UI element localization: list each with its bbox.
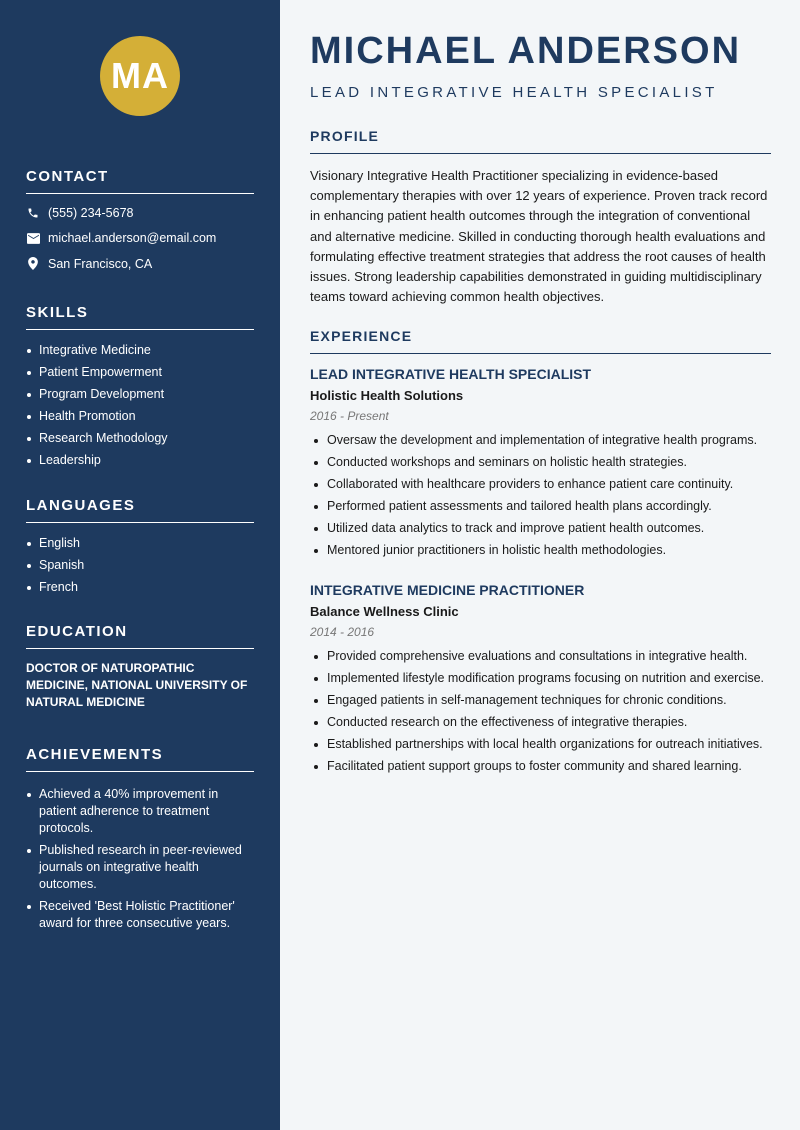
profile-heading: PROFILE <box>310 128 771 154</box>
achievement-item: Received 'Best Holistic Practitioner' award for three consecutive years. <box>26 898 254 932</box>
skill-item: Leadership <box>26 449 254 471</box>
skill-item: Health Promotion <box>26 405 254 427</box>
job-bullet: Performed patient assessments and tailored health plans accordingly. <box>310 498 771 515</box>
languages-heading: LANGUAGES <box>26 497 254 523</box>
candidate-title: LEAD INTEGRATIVE HEALTH SPECIALIST <box>310 84 718 101</box>
location-pin-icon <box>26 257 40 271</box>
achievement-item: Achieved a 40% improvement in patient adherence to treatment protocols. <box>26 786 254 837</box>
job-title: INTEGRATIVE MEDICINE PRACTITIONER <box>310 582 585 598</box>
email-text: michael.anderson@email.com <box>48 231 217 246</box>
contact-email[interactable] <box>26 226 254 252</box>
achievements-heading: ACHIEVEMENTS <box>26 746 254 772</box>
achievement-item: Published research in peer-reviewed journals on integrative health outcomes. <box>26 842 254 893</box>
job-bullet: Implemented lifestyle modification programs focusing on nutrition and exercise. <box>310 670 771 687</box>
job-entry <box>310 366 771 564</box>
profile-section <box>310 128 771 307</box>
job-bullet: Provided comprehensive evaluations and consultations in integrative health. <box>310 648 771 665</box>
phone-text: (555) 234-5678 <box>48 205 134 220</box>
job-dates: 2014 - 2016 <box>310 625 375 639</box>
language-item: English <box>26 532 254 554</box>
job-bullet: Conducted workshops and seminars on holistic health strategies. <box>310 454 771 471</box>
education-heading: EDUCATION <box>26 623 254 649</box>
skill-item: Program Development <box>26 383 254 405</box>
candidate-name: MICHAEL ANDERSON <box>310 30 742 72</box>
contact-phone[interactable] <box>26 200 254 226</box>
education-degree: DOCTOR OF NATUROPATHIC MEDICINE, NATIONAL UNIVERSITY OF NATURAL MEDICINE <box>26 661 248 709</box>
sidebar <box>0 0 280 1130</box>
job-bullet: Engaged patients in self-management techniques for chronic conditions. <box>310 692 771 709</box>
job-bullet: Mentored junior practitioners in holistic health methodologies. <box>310 542 771 559</box>
job-bullet: Oversaw the development and implementation of integrative health programs. <box>310 432 771 449</box>
job-bullet: Established partnerships with local health organizations for outreach initiatives. <box>310 736 771 753</box>
language-item: French <box>26 576 254 598</box>
location-text: San Francisco, CA <box>48 256 153 271</box>
skill-item: Patient Empowerment <box>26 361 254 383</box>
language-item: Spanish <box>26 554 254 576</box>
job-company: Balance Wellness Clinic <box>310 604 459 619</box>
education-section <box>26 623 254 711</box>
skills-section <box>26 304 254 471</box>
skills-heading: SKILLS <box>26 304 254 330</box>
avatar-initials: MA <box>100 36 180 116</box>
achievements-section <box>26 746 254 937</box>
phone-icon <box>26 206 40 220</box>
skill-item: Integrative Medicine <box>26 339 254 361</box>
job-bullet: Collaborated with healthcare providers to enhance patient care continuity. <box>310 476 771 493</box>
job-company: Holistic Health Solutions <box>310 388 464 403</box>
contact-section <box>26 168 254 277</box>
experience-section <box>310 328 771 354</box>
contact-location <box>26 251 254 277</box>
email-icon <box>26 231 40 245</box>
job-dates: 2016 - Present <box>310 409 389 423</box>
contact-heading: CONTACT <box>26 168 254 194</box>
job-bullet: Conducted research on the effectiveness of integrative therapies. <box>310 714 771 731</box>
job-bullet: Utilized data analytics to track and improve patient health outcomes. <box>310 520 771 537</box>
profile-summary: Visionary Integrative Health Practitioner specializing in evidence-based complementary therapies with over 12 years of experience. Proven track record in enhancing patient health outcomes through the integration of conventional and alternative medicine. Skilled in conducting thorough health evaluations and formulating effective treatment strategies that address the root causes of health issues. Strong leadership capabilities demonstrated in guiding multidisciplinary teams toward achieving common health objectives. <box>310 168 768 305</box>
job-entry <box>310 582 771 780</box>
experience-heading: EXPERIENCE <box>310 328 771 354</box>
job-bullet: Facilitated patient support groups to foster community and shared learning. <box>310 758 771 775</box>
job-title: LEAD INTEGRATIVE HEALTH SPECIALIST <box>310 366 592 382</box>
languages-section <box>26 497 254 598</box>
skill-item: Research Methodology <box>26 427 254 449</box>
